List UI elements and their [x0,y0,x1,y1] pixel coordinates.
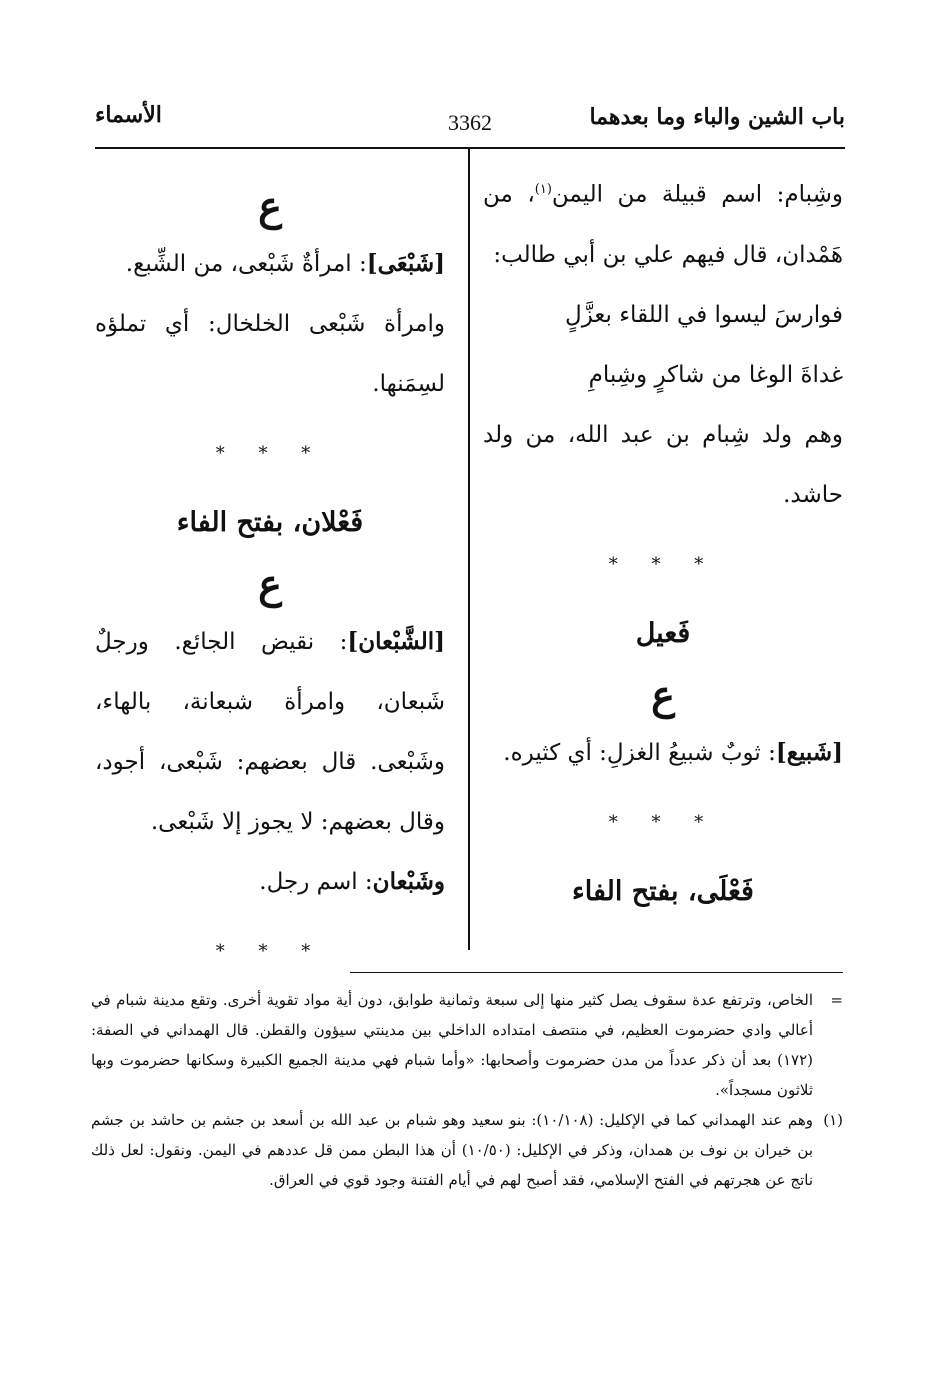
entry-shaba-anklet: وامرأة شَبْعى الخلخال: أي تملؤه لسِمَنها. [95,311,445,397]
ain-marker: ع [258,561,282,608]
section-heading-fail: فَعيل [635,617,691,649]
entry-shabi-text: : ثوبٌ شبيعُ الغزلِ: أي كثيره. [503,739,776,766]
separator-stars: * * * [215,941,325,962]
entry-shibam-tail: ، من هَمْدان، قال فيهم علي بن أبي طالب: [483,181,843,268]
entry-shibam-text: وشِبام: اسم قبيلة من اليمن [551,181,844,208]
footnote-ref[interactable]: (١) [534,182,552,197]
footnote-rule [350,972,843,973]
section-heading-falan: فَعْلان، بفتح الفاء [176,507,364,538]
continuation-marker: = [830,991,843,1009]
verse-line-2: غداةَ الوغا من شاكرٍ وشِبامِ [588,361,843,388]
footnote-continuation [91,985,843,1105]
entry-shaban [95,612,445,852]
section-title: الأسماء [95,102,162,128]
entry-shaban-name-text: : اسم رجل. [259,869,373,895]
footnotes [91,985,843,1195]
entry-shaban-text: : نقيض الجائع. ورجلٌ شَبعان، وامرأة شبعانة، بالهاء، وشَبْعى. قال بعضهم: شَبْعى، أجود، وقال بعضهم: لا يجوز إلا شَبْعى. [95,629,445,835]
ain-marker: ع [651,671,675,719]
footnote-1 [91,1105,843,1195]
right-column [483,160,843,927]
footnote-1-marker: (١) [823,1111,843,1129]
header-rule [95,147,845,149]
entry-shaba [95,234,445,294]
section-heading-fala: فَعْلَى، بفتح الفاء [572,875,754,907]
separator-stars: * * * [608,553,718,575]
page-header [95,100,845,140]
page-number: 3362 [448,110,492,135]
entry-shaba-text: : امرأةٌ شَبْعى، من الشِّبع. [125,251,367,277]
entry-shibam [483,160,843,285]
ain-marker: ع [258,183,282,230]
column-divider [468,148,470,950]
entry-shibam-lineage: وهم ولد شِبام بن عبد الله، من ولد حاشد. [483,421,843,508]
entry-shabi-head: [شَبيع] [775,738,843,766]
chapter-title: باب الشين والباء وما بعدهما [589,104,845,130]
left-column [95,160,445,992]
entry-shaban-head: [الشَّبْعان] [347,628,445,655]
footnote-continuation-text: الخاص، وترتفع عدة سقوف يصل كثير منها إلى سبعة وثمانية طوابق، دون أية مواد تقوية أخرى. وتقع مدينة شبام في أعالي وادي حضرموت العظيم، في منتصف امتداده الداخلي بين مدينتي سيؤون والقطن. قال الهمداني في الصفة: (١٧٢) بعد أن ذكر عدداً من مدن حضرموت وأصحابها: «وأما شبام فهي مدينة الجميع الكبيرة وسكانها حضرموت وبها ثلاثون مسجداً». [91,991,813,1099]
entry-shaban-name-head: وشَبْعان [372,868,445,895]
entry-shaba-head: [شَبْعَى] [366,250,445,277]
verse-line-1: فوارسَ ليسوا في اللقاء بعزَّلٍ [565,301,843,328]
footnote-1-text: وهم عند الهمداني كما في الإكليل: (١٠/١٠٨): بنو سعيد وهو شبام بن عبد الله بن أسعد بن جشم بن حاشد بن جشم بن خيران بن نوف بن همدان، وذكر في الإكليل: (١٠/٥٠) أن هذا البطن ممن قل عددهم في اليمن. ونقول: لعل ذلك ناتج عن هجرتهم في الفتح الإسلامي، فقد أصبح لهم في أيام الفتنة وجود قوي في العراق. [91,1111,813,1189]
separator-stars: * * * [215,443,325,464]
entry-shabi [483,723,843,783]
separator-stars: * * * [608,811,718,833]
entry-shaban-name [95,852,445,912]
